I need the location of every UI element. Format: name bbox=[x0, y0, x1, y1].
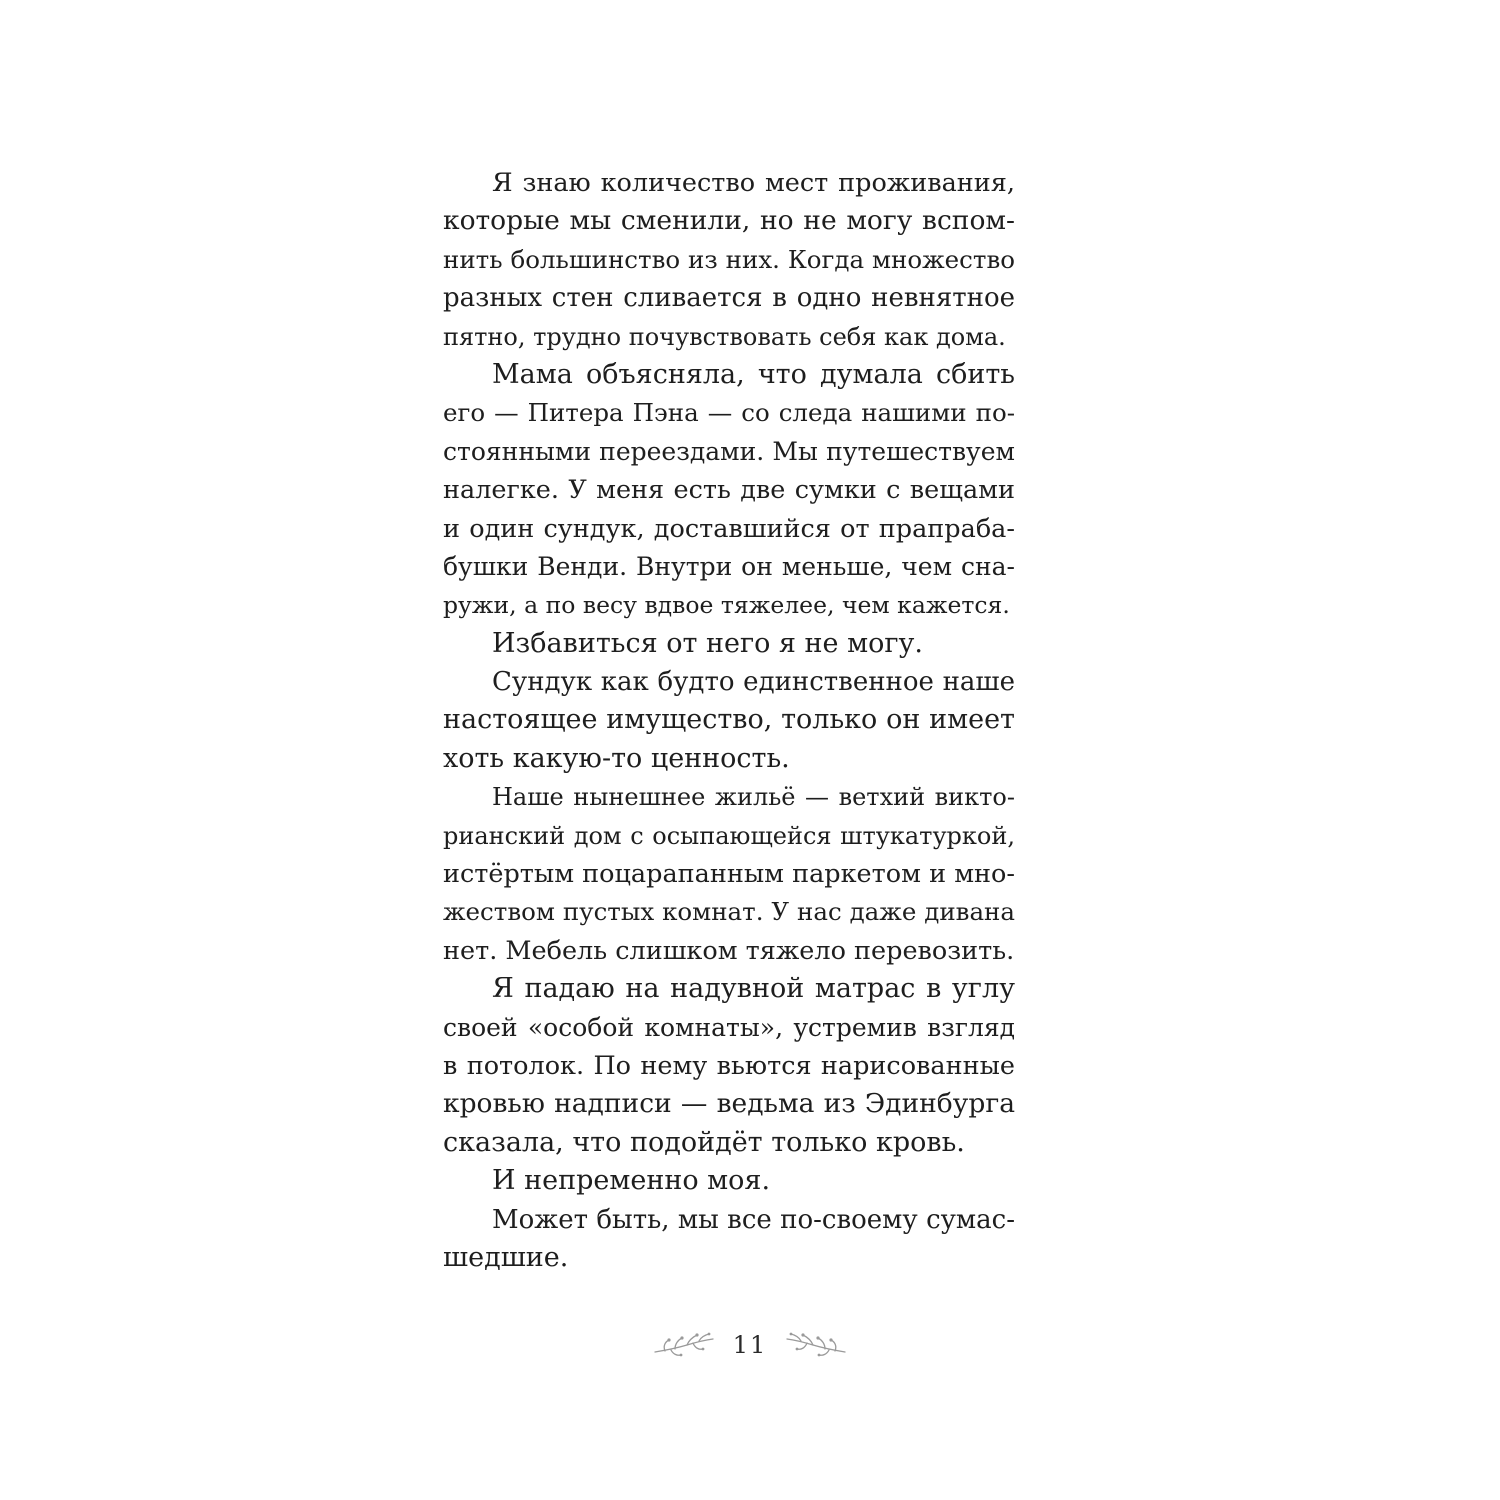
text-line: Сундук как будто единственное наше bbox=[492, 667, 1015, 698]
page-number: 11 bbox=[732, 1331, 768, 1359]
text-line: которые мы сменили, но не могу вспом- bbox=[443, 205, 1015, 237]
text-line: пятно, трудно почувствовать себя как дома. bbox=[443, 322, 1006, 351]
page-footer bbox=[0, 1322, 1500, 1368]
text-line: разных стен сливается в одно невнятное bbox=[443, 283, 1015, 314]
text-line: своей «особой комнаты», устремив взгляд bbox=[443, 1012, 1015, 1042]
text-line: в потолок. По нему вьются нарисованные bbox=[443, 1050, 1015, 1081]
text-line: Избавиться от него я не могу. bbox=[492, 627, 923, 659]
text-line: налегке. У меня есть две сумки с вещами bbox=[443, 475, 1015, 506]
text-line: и один сундук, доставшийся от прапраба- bbox=[443, 513, 1015, 544]
text-line: Может быть, мы все по-своему сумас- bbox=[492, 1204, 1015, 1235]
text-line: стоянными переездами. Мы путешествуем bbox=[443, 436, 1015, 466]
text-line: кровью надписи — ведьма из Эдинбурга bbox=[443, 1088, 1015, 1120]
text-line: нет. Мебель слишком тяжело перевозить. bbox=[443, 935, 1015, 966]
text-line: Наше нынешнее жильё — ветхий викто- bbox=[492, 783, 1015, 812]
floral-ornament-left-icon bbox=[653, 1330, 715, 1360]
text-line: нить большинство из них. Когда множество bbox=[443, 244, 1015, 274]
body-text bbox=[443, 164, 1015, 1277]
text-line: бушки Венди. Внутри он меньше, чем сна- bbox=[443, 551, 1015, 581]
text-line: Мама объясняла, что думала сбить bbox=[492, 358, 1015, 390]
text-line: настоящее имущество, только он имеет bbox=[443, 704, 1015, 736]
floral-ornament-right-icon bbox=[785, 1330, 847, 1360]
text-line: рианский дом с осыпающейся штукатуркой, bbox=[443, 821, 1015, 850]
text-line: Я знаю количество мест проживания, bbox=[492, 168, 1015, 198]
text-line: хоть какую-то ценность. bbox=[443, 742, 790, 774]
text-line: его — Питера Пэна — со следа нашими по- bbox=[443, 398, 1015, 428]
text-line: Я падаю на надувной матрас в углу bbox=[492, 973, 1015, 1005]
text-line: шедшие. bbox=[443, 1241, 569, 1273]
text-line: И непременно моя. bbox=[492, 1165, 771, 1197]
text-line: ружи, а по весу вдвое тяжелее, чем кажется. bbox=[443, 591, 1010, 620]
text-line: жеством пустых комнат. У нас даже дивана bbox=[443, 897, 1015, 927]
text-line: сказала, что подойдёт только кровь. bbox=[443, 1126, 965, 1158]
text-line: истёртым поцарапанным паркетом и мно- bbox=[443, 859, 1015, 890]
